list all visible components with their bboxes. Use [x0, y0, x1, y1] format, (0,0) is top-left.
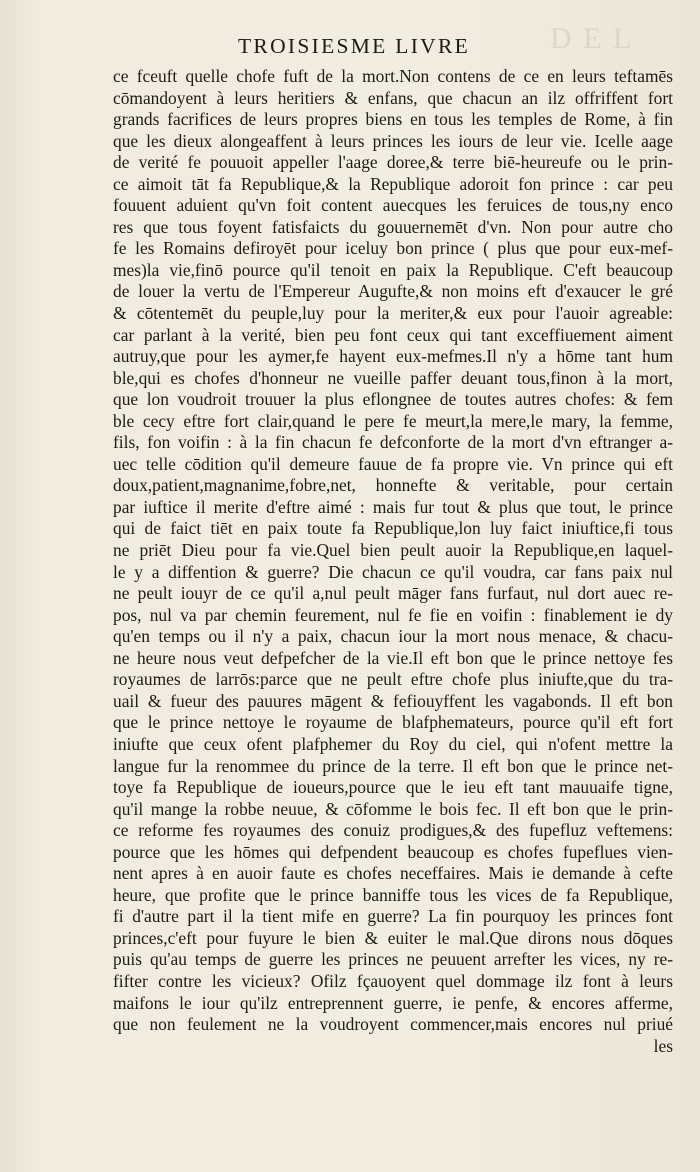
text-line: royaumes de larrōs:parce que ne peult eftre chofe plus iniufte,que du tra-	[113, 669, 673, 690]
text-line: fe les Romains defiroyēt pour iceluy bon prince ( plus que pour eux-mef-	[113, 238, 673, 259]
running-head: TROISIESME LIVRE	[238, 34, 471, 58]
text-line: puis qu'au temps de guerre les princes ne peuuent arrefter les vices, ny re-	[113, 949, 673, 970]
text-line: ble cecy eftre fort clair,quand le pere fe meurt,la mere,le mary, la femme,	[113, 410, 673, 431]
text-line: nent apres à en auoir faute es chofes neceffaires. Mais ie demande à cefte	[113, 863, 673, 884]
catchword: les	[653, 1035, 673, 1056]
text-line: car parlant à la verité, bien peu font ceux qui tant exceffiuement aiment	[113, 324, 673, 345]
text-line: par iuftice il merite d'eftre aimé : mais fur tout & plus que tout, le prince	[113, 496, 673, 517]
text-line: qu'il mange la robbe neuue, & cōfomme le bois fec. Il eft bon que le prin-	[113, 798, 673, 819]
text-line: cōmandoyent à leurs heritiers & enfans, que chacun an ilz offriffent fort	[113, 87, 673, 108]
text-line: de verité fe pouuoit appeller l'aage doree,& terre biē-heureufe ou le prin-	[113, 152, 673, 173]
text-line: qui de faict tiēt en paix toute fa Republique,lon luy faict iniuftice,fi tous	[113, 518, 673, 539]
text-line: que les dieux alongeaffent à leurs princes les iours de leur vie. Icelle aage	[113, 130, 673, 151]
text-line: doux,patient,magnanime,fobre,net, honnefte & veritable, pour certain	[113, 475, 673, 496]
text-line: grands facrifices de leurs propres biens en tous les temples de Rome, à fin	[113, 109, 673, 130]
text-line: fi d'autre part il la tient mife en guerre? La fin pourquoy les princes font	[113, 906, 673, 927]
text-line: ce fceuft quelle chofe fuft de la mort.Non contens de ce en leurs teftamēs	[113, 66, 673, 86]
text-line: autruy,que pour les aymer,fe hayent eux-mefmes.Il n'y a hōme tant hum	[113, 346, 673, 367]
text-line: & cōtentemēt du peuple,luy pour la meriter,& eux pour l'auoir agreable:	[113, 303, 673, 324]
text-line: mes)la vie,finō pource qu'il tenoit en paix la Republique. C'eft beaucoup	[113, 259, 673, 280]
text-line: pource que les hōmes qui defpendent beaucoup es chofes fupeflues vien-	[113, 841, 673, 862]
text-line: langue fur la renommee du prince de la terre. Il eft bon que le prince net-	[113, 755, 673, 776]
text-line: ne priēt Dieu pour fa vie.Quel bien peult auoir la Republique,en laquel-	[113, 540, 673, 561]
text-line: heure, que profite que le prince banniffe tous les vices de fa Republique,	[113, 884, 673, 905]
text-line: uec telle cōdition qu'il demeure fauue de fa propre vie. Vn prince qui eft	[113, 453, 673, 474]
text-line: princes,c'eft pour fuyure le bien & euiter le mal.Que dirons nous dōques	[113, 927, 673, 948]
text-line: toye fa Republique de ioueurs,pource que le ieu eft tant mauuaife tigne,	[113, 777, 673, 798]
text-line: fifter contre les vicieux? Ofilz fçauoyent quel dommage ilz font à leurs	[113, 970, 673, 991]
text-line: ce aimoit tāt fa Republique,& la Republique adoroit fon prince : car peu	[113, 173, 673, 194]
text-line: iniufte que ceux ofent plafphemer du Roy du ciel, qui n'ofent mettre la	[113, 733, 673, 754]
text-line: que lon voudroit trouuer la plus eflongnee de toutes autres chofes: & fem	[113, 389, 673, 410]
text-line: uail & fueur des pauures māgent & fefiouyffent les vagabonds. Il eft bon	[113, 690, 673, 711]
text-line: de louer la vertu de l'Empereur Augufte,& non moins eft d'exaucer le gré	[113, 281, 673, 302]
text-line: ne heure nous veut defpefcher de la vie.Il eft bon que le prince nettoye fes	[113, 647, 673, 668]
text-line: ce reforme fes royaumes des conuiz prodigues,& des fupefluz veftemens:	[113, 820, 673, 841]
bleed-through-text: D E L	[550, 22, 634, 55]
text-line: fouuent aduient qu'vn foit content auecques les feruices de tous,ny enco	[113, 195, 673, 216]
text-line: pos, nul va par chemin feurement, nul fe fie en voifin : finablement ie dy	[113, 604, 673, 625]
text-line: maifons le iour qu'ilz entreprennent guerre, ie penfe, & encores afferme,	[113, 992, 673, 1013]
text-line: le y a diffention & guerre? Die chacun ce qu'il voudra, car fans paix nul	[113, 561, 673, 582]
text-line: que non feulement ne la voudroyent commencer,mais encores nul priué	[113, 1014, 673, 1035]
text-line: res que tous foyent fatisfaicts du gouuernemēt d'vn. Non pour autre cho	[113, 216, 673, 237]
body-text-block	[113, 66, 673, 1057]
text-line: que le prince nettoye le royaume de blafphemateurs, pource qu'il eft fort	[113, 712, 673, 733]
text-line: qu'en temps ou il n'y a paix, chacun iour la mort nous menace, & chacu-	[113, 626, 673, 647]
text-line: fils, fon voifin : à la fin chacun fe defconforte de la mort d'vn eftranger a-	[113, 432, 673, 453]
text-line: ne peult iouyr de ce qu'il a,nul peult māger fans furfaut, nul dort auec re-	[113, 583, 673, 604]
text-line: ble,qui es chofes d'honneur ne vueille paffer deuant tous,finon à la mort,	[113, 367, 673, 388]
